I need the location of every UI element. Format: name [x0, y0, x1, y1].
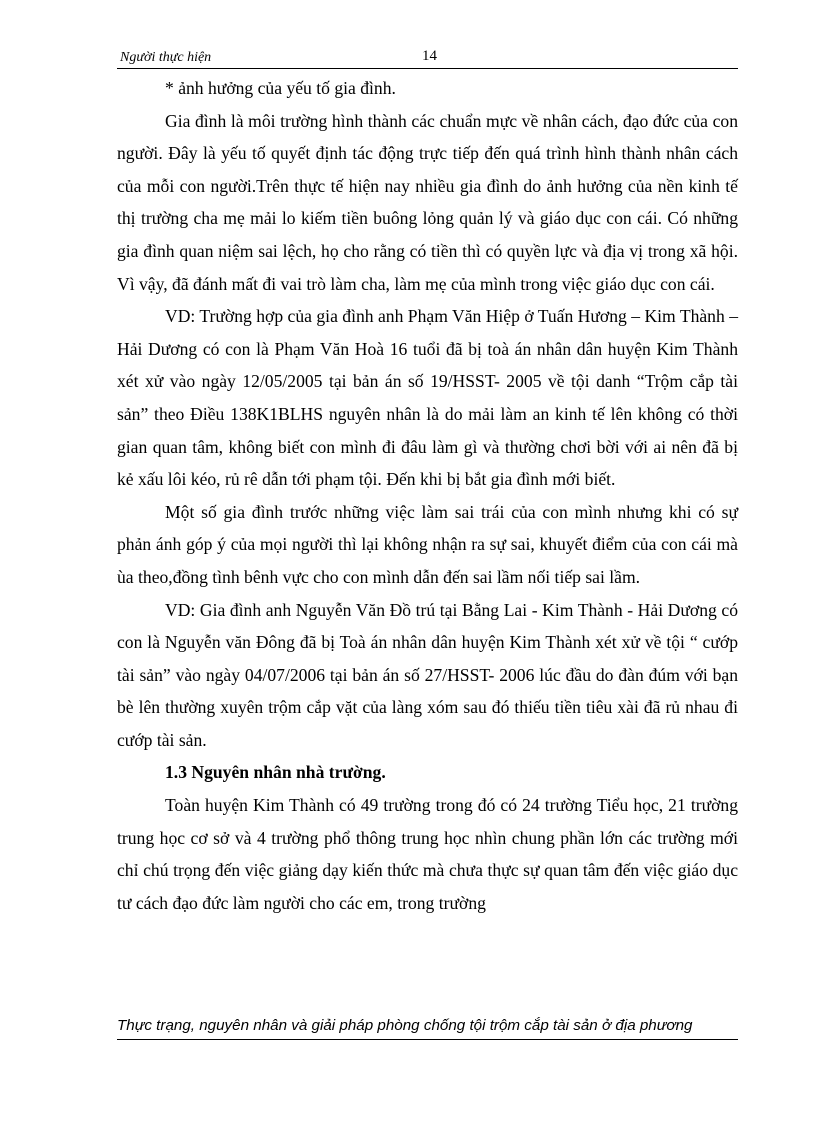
paragraph-family-environment: Gia đình là môi trường hình thành các chuẩn mực về nhân cách, đạo đức của con người. Đây là yếu tố quyết định tác động trực tiếp đến quá trình hình thành nhân cách của mỗi con người.Trên thực tế hiện nay nhiều gia đình do ảnh hưởng của nền kinh tế thị trường cha mẹ mải lo kiếm tiền buông lỏng quản lý và giáo dục con cái. Có những gia đình quan niệm sai lệch, họ cho rằng có tiền thì có quyền lực và địa vị trong xã hội. Vì vậy, đã đánh mất đi vai trò làm cha, làm mẹ của mình trong việc giáo dục con cái.: [117, 110, 738, 294]
paragraph-school-causes: Toàn huyện Kim Thành có 49 trường trong đó có 24 trường Tiểu học, 21 trường trung học cơ sở và 4 trường phổ thông trung học nhìn chung phần lớn các trường mới chỉ chú trọng đến việc giảng dạy kiến thức mà chưa thực sự quan tâm đến việc giáo dục tư cách đạo đức làm người cho các em, trong trường: [117, 795, 738, 913]
section-heading: 1.3 Nguyên nhân nhà trường.: [165, 762, 386, 783]
footer-document-title: Thực trạng, nguyên nhân và giải pháp phòng chống tội trộm cắp tài sản ở địa phương: [117, 1017, 693, 1034]
paragraph-family-defense: Một số gia đình trước những việc làm sai trái của con mình nhưng khi có sự phản ánh góp ý của mọi người thì lại không nhận ra sự sai, khuyết điểm của con cái mà ùa theo,đồng tình bênh vực cho con mình dẫn đến sai lầm nối tiếp sai lầm.: [117, 501, 738, 587]
header-author-label: Người thực hiện: [120, 50, 212, 65]
document-body: [117, 72, 738, 919]
subsection-title: * ảnh hưởng của yếu tố gia đình.: [165, 78, 396, 98]
page-header: [117, 46, 738, 69]
paragraph-example-1: VD: Trường hợp của gia đình anh Phạm Văn Hiệp ở Tuấn Hương – Kim Thành – Hải Dương có con là Phạm Văn Hoà 16 tuổi đã bị toà án nhân dân huyện Kim Thành xét xử vào ngày 12/05/2005 tại bản án số 19/HSST- 2005 về tội danh “Trộm cắp tài sản” theo Điều 138K1BLHS nguyên nhân là do mải làm an kinh tế lên không có thời gian quan tâm, không biết con mình đi đâu làm gì và thường chơi bời với ai nên đã bị kẻ xấu lôi kéo, rủ rê dẫn tới phạm tội. Đến khi bị bắt gia đình mới biết.: [117, 306, 738, 490]
paragraph-example-2: VD: Gia đình anh Nguyễn Văn Đồ trú tại Bằng Lai - Kim Thành - Hải Dương có con là Nguyễn văn Đông đã bị Toà án nhân dân huyện Kim Thành xét xử về tội “ cướp tài sản” vào ngày 04/07/2006 tại bản án số 27/HSST- 2006 lúc đầu do đàn đúm với bạn bè lên thường xuyên trộm cắp vặt của làng xóm sau đó thiếu tiền tiêu xài đã rủ nhau đi cướp tài sản.: [117, 599, 738, 750]
page-footer: [117, 1017, 738, 1040]
page-number: 14: [422, 48, 437, 64]
